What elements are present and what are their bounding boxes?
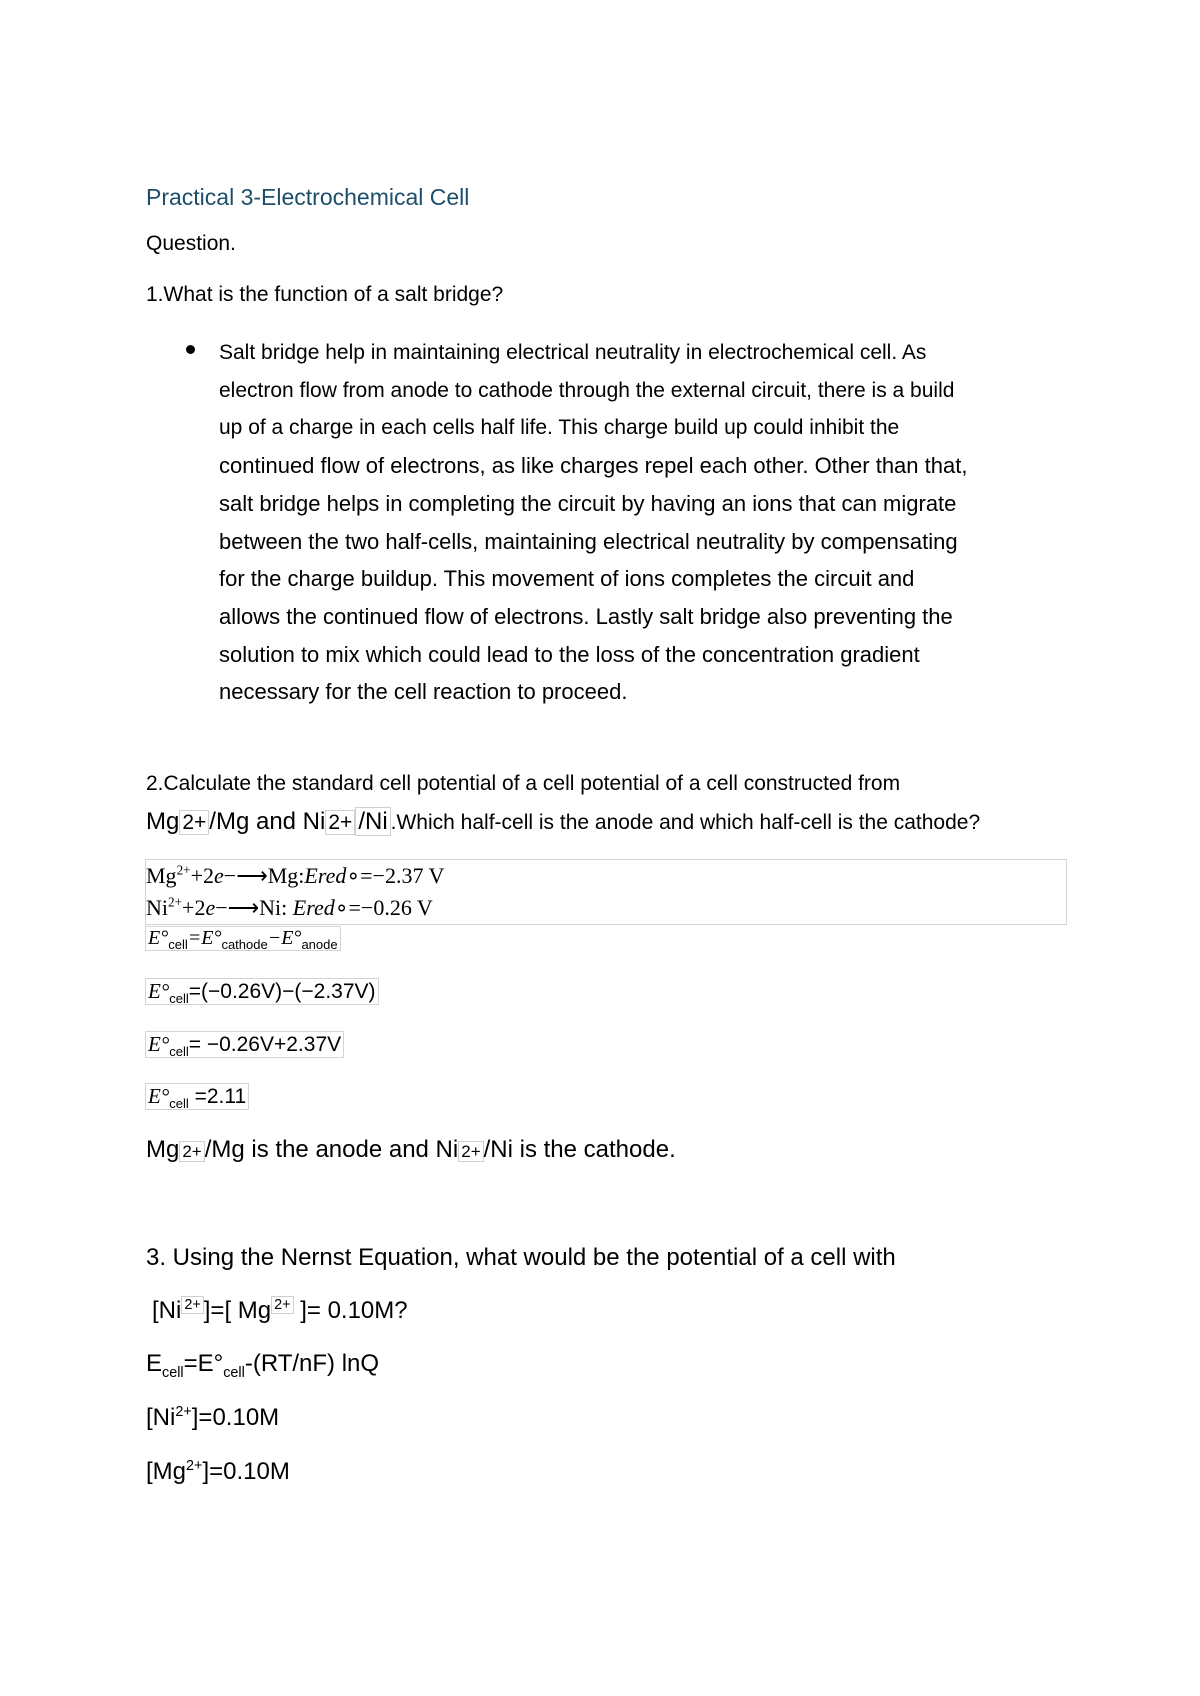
mg-concentration: $[Mg^{2+}]=0.10M$ <box>146 1458 290 1485</box>
answer-line: necessary for the cell reaction to proceed. <box>219 679 628 705</box>
formula-cell-potential: $E^\circ_{cell}=E^\circ_{cathode}-E^\circ_{anode}$ <box>145 926 341 951</box>
formula-step-2: $E^\circ_{cell}= -0.26V+2.37V$ <box>145 1031 344 1058</box>
answer-line: up of a charge in each cells half life. This charge build up could inhibit the <box>219 416 900 440</box>
answer-line: allows the continued flow of electrons. Lastly salt bridge also preventing the <box>219 603 953 629</box>
question-2-line-1: 2.Calculate the standard cell potential of a cell potential of a cell constructed from <box>146 772 901 795</box>
answer-line: for the charge buildup. This movement of ions completes the circuit and <box>219 566 915 592</box>
question-2-conclusion: Mg 2+ /Mg is the anode and Ni 2+ /Ni is the cathode. <box>146 1136 676 1163</box>
question-1: 1.What is the function of a salt bridge? <box>146 283 504 306</box>
answer-line: continued flow of electrons, as like charges repel each other. Other than that, <box>219 453 968 479</box>
bullet-dot-icon <box>186 345 195 354</box>
answer-line: between the two half-cells, maintaining electrical neutrality by compensating <box>219 528 958 554</box>
question-2-line-2: Mg 2+ /Mg and Ni 2+ /Ni .Which half-cell is the anode and which half-cell is the cathode? <box>146 808 981 835</box>
formula-result: $E^\circ_{cell} =2.11$ <box>145 1083 249 1110</box>
half-reaction-mg: $Mg^{2+}+2e-⟶Mg:Ered\circ=-2.37$ V <box>146 862 445 888</box>
question-label: Question. <box>146 232 236 255</box>
ni-concentration: $[Ni^{2+}]=0.10M$ <box>146 1404 280 1431</box>
answer-line: solution to mix which could lead to the loss of the concentration gradient <box>219 641 920 667</box>
answer-1-paragraph <box>219 334 1099 711</box>
document-title: Practical 3-Electrochemical Cell <box>146 184 470 210</box>
question-3-concentrations: [Ni $^{2+}$ ]=[ Mg $^{2+}$ ]= 0.10M? <box>152 1297 408 1324</box>
answer-line: salt bridge helps in completing the circuit by having an ions that can migrate <box>219 490 957 516</box>
answer-line: electron flow from anode to cathode through the external circuit, there is a build <box>219 378 955 402</box>
question-3-line-1: 3. Using the Nernst Equation, what would be the potential of a cell with <box>146 1244 896 1271</box>
nernst-equation: $E_{cell}=E^\circ_{cell}-(RT/nF)$ lnQ <box>146 1350 380 1381</box>
half-reaction-ni: $Ni^{2+}+2e-⟶Ni$: Ered∘=−0.26 V <box>146 894 433 920</box>
answer-line: Salt bridge help in maintaining electrical neutrality in electrochemical cell. As <box>219 341 927 364</box>
formula-step-1: $E^\circ_{cell}=(-0.26V)-(-2.37V)$ <box>145 978 379 1005</box>
